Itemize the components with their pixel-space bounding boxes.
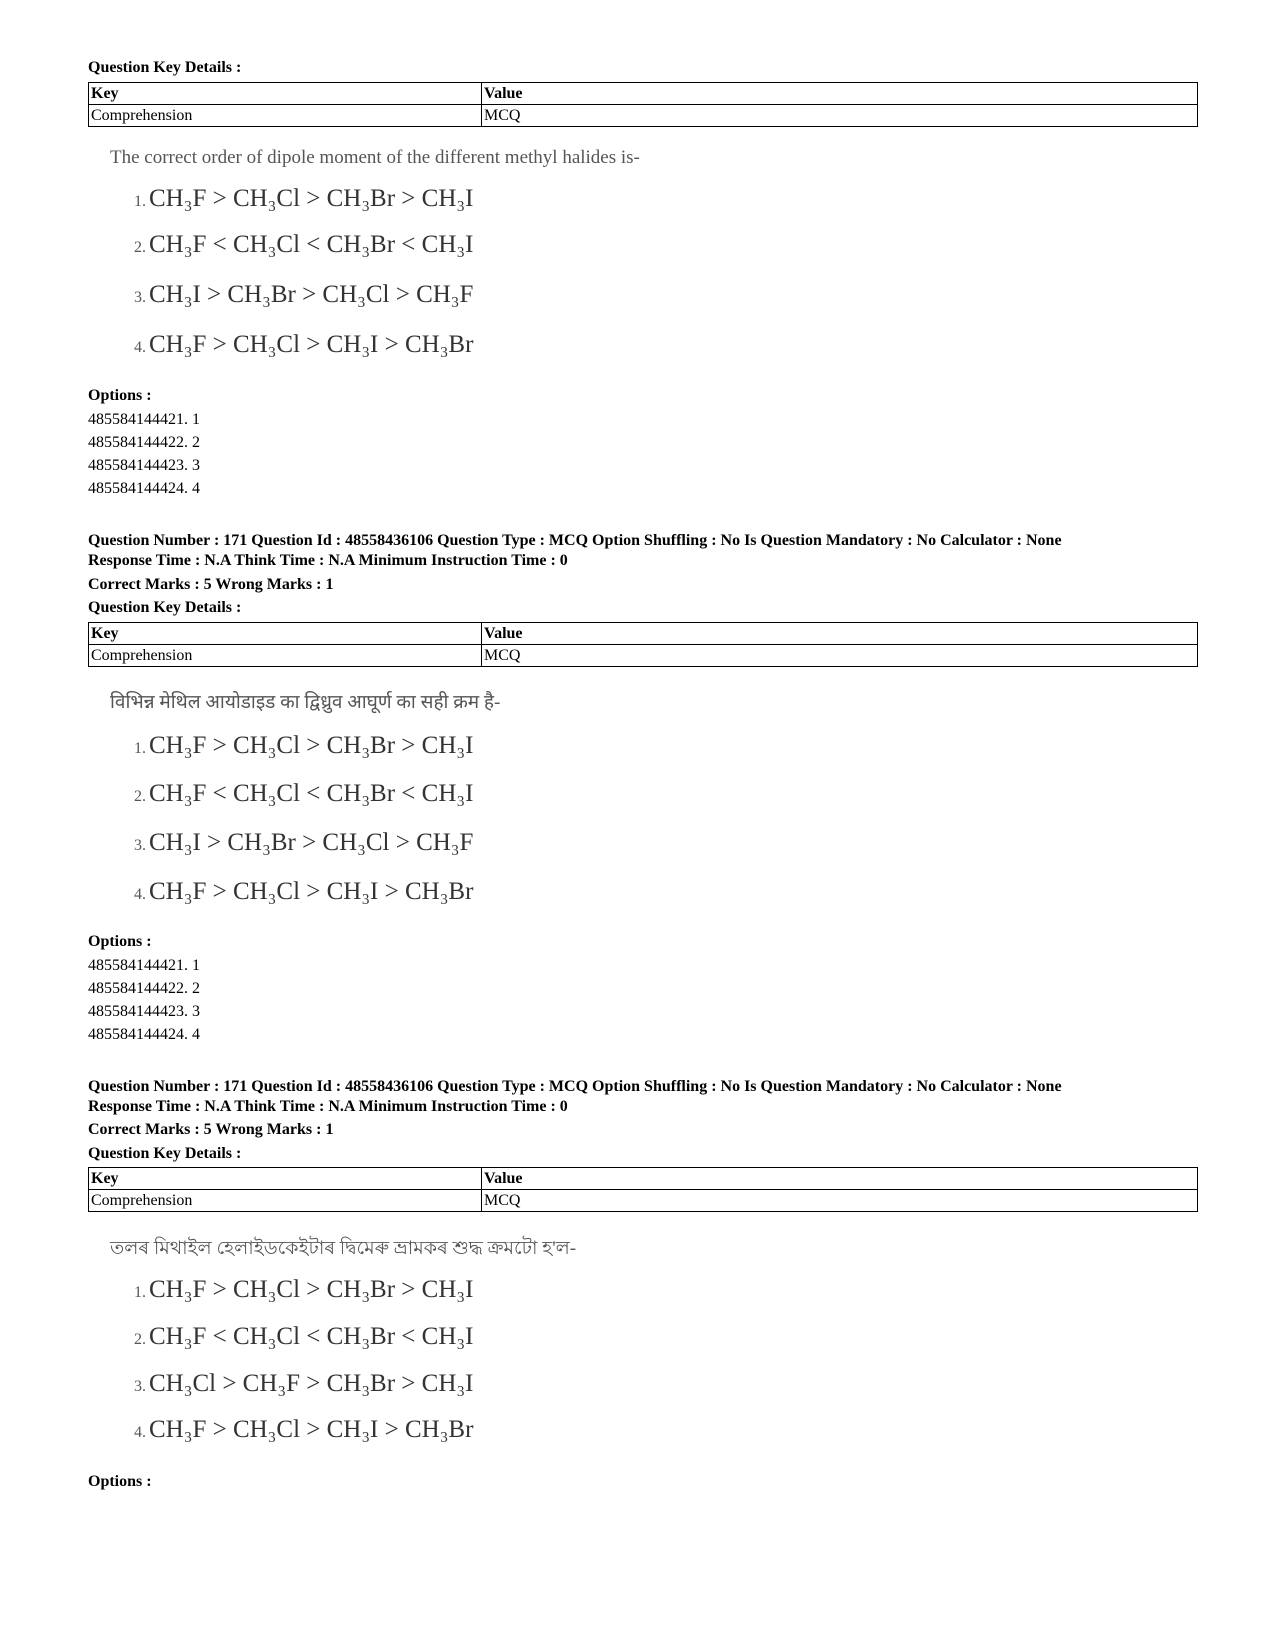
question-image (110, 143, 810, 383)
table-header-key: Key (89, 1168, 482, 1190)
question-header: Question Number : 171 Question Id : 48558436106 Question Type : MCQ Option Shuffling : No Is Question Mandatory : No Calculator : None (88, 532, 1062, 549)
formula-option: 4. CH₃F > CH₃Cl > CH₃I > CH₃Br (134, 878, 474, 905)
option-item: 485584144421. 1 (88, 957, 200, 974)
table-cell-key: Comprehension (89, 645, 482, 667)
question-timing: Response Time : N.A Think Time : N.A Minimum Instruction Time : 0 (88, 1098, 568, 1115)
table-header-value: Value (482, 623, 1198, 645)
key-details-table (88, 1167, 1198, 1212)
table-cell-key: Comprehension (89, 1190, 482, 1212)
table-header-key: Key (89, 623, 482, 645)
options-label: Options : (88, 387, 152, 404)
key-details-table (88, 82, 1198, 127)
formula-option: 3. CH₃I > CH₃Br > CH₃Cl > CH₃F (134, 829, 474, 856)
formula-option: 2. CH₃F < CH₃Cl < CH₃Br < CH₃I (134, 780, 474, 807)
option-item: 485584144422. 2 (88, 980, 200, 997)
formula-option: 2. CH₃F < CH₃Cl < CH₃Br < CH₃I (134, 1323, 474, 1350)
formula-option: 4. CH₃F > CH₃Cl > CH₃I > CH₃Br (134, 1416, 474, 1443)
table-cell-value: MCQ (482, 645, 1198, 667)
key-details-table (88, 622, 1198, 667)
key-details-label: Question Key Details : (88, 599, 242, 616)
question-prompt: विभिन्न मेथिल आयोडाइड का द्विध्रुव आघूर्ण का सही क्रम है- (110, 692, 501, 713)
question-timing: Response Time : N.A Think Time : N.A Minimum Instruction Time : 0 (88, 552, 568, 569)
option-item: 485584144423. 3 (88, 1003, 200, 1020)
option-item: 485584144424. 4 (88, 480, 200, 497)
question-prompt: তলৰ মিথাইল হেলাইডকেইটাৰ দ্বিমেৰু ভ্ৰামকৰ শুদ্ধ ক্ৰমটো হ'ল- (110, 1238, 577, 1259)
formula-option: 1. CH₃F > CH₃Cl > CH₃Br > CH₃I (134, 1276, 474, 1303)
formula-option: 1. CH₃F > CH₃Cl > CH₃Br > CH₃I (134, 732, 474, 759)
options-label: Options : (88, 933, 152, 950)
option-item: 485584144422. 2 (88, 434, 200, 451)
formula-option: 1. CH₃F > CH₃Cl > CH₃Br > CH₃I (134, 185, 474, 212)
question-header: Question Number : 171 Question Id : 48558436106 Question Type : MCQ Option Shuffling : No Is Question Mandatory : No Calculator : None (88, 1078, 1062, 1095)
table-header-value: Value (482, 1168, 1198, 1190)
formula-option: 3. CH₃I > CH₃Br > CH₃Cl > CH₃F (134, 281, 474, 308)
question-image (110, 688, 810, 928)
question-marks: Correct Marks : 5 Wrong Marks : 1 (88, 576, 334, 593)
table-cell-key: Comprehension (89, 105, 482, 127)
formula-option: 2. CH₃F < CH₃Cl < CH₃Br < CH₃I (134, 231, 474, 258)
key-details-label: Question Key Details : (88, 59, 242, 76)
formula-option: 4. CH₃F > CH₃Cl > CH₃I > CH₃Br (134, 331, 474, 358)
option-item: 485584144424. 4 (88, 1026, 200, 1043)
key-details-label: Question Key Details : (88, 1145, 242, 1162)
question-marks: Correct Marks : 5 Wrong Marks : 1 (88, 1121, 334, 1138)
options-label: Options : (88, 1473, 152, 1490)
table-cell-value: MCQ (482, 1190, 1198, 1212)
formula-option: 3. CH₃Cl > CH₃F > CH₃Br > CH₃I (134, 1370, 474, 1397)
option-item: 485584144421. 1 (88, 411, 200, 428)
question-prompt: The correct order of dipole moment of the different methyl halides is- (110, 147, 640, 168)
table-header-key: Key (89, 83, 482, 105)
question-image (110, 1234, 810, 1464)
table-cell-value: MCQ (482, 105, 1198, 127)
table-header-value: Value (482, 83, 1198, 105)
option-item: 485584144423. 3 (88, 457, 200, 474)
